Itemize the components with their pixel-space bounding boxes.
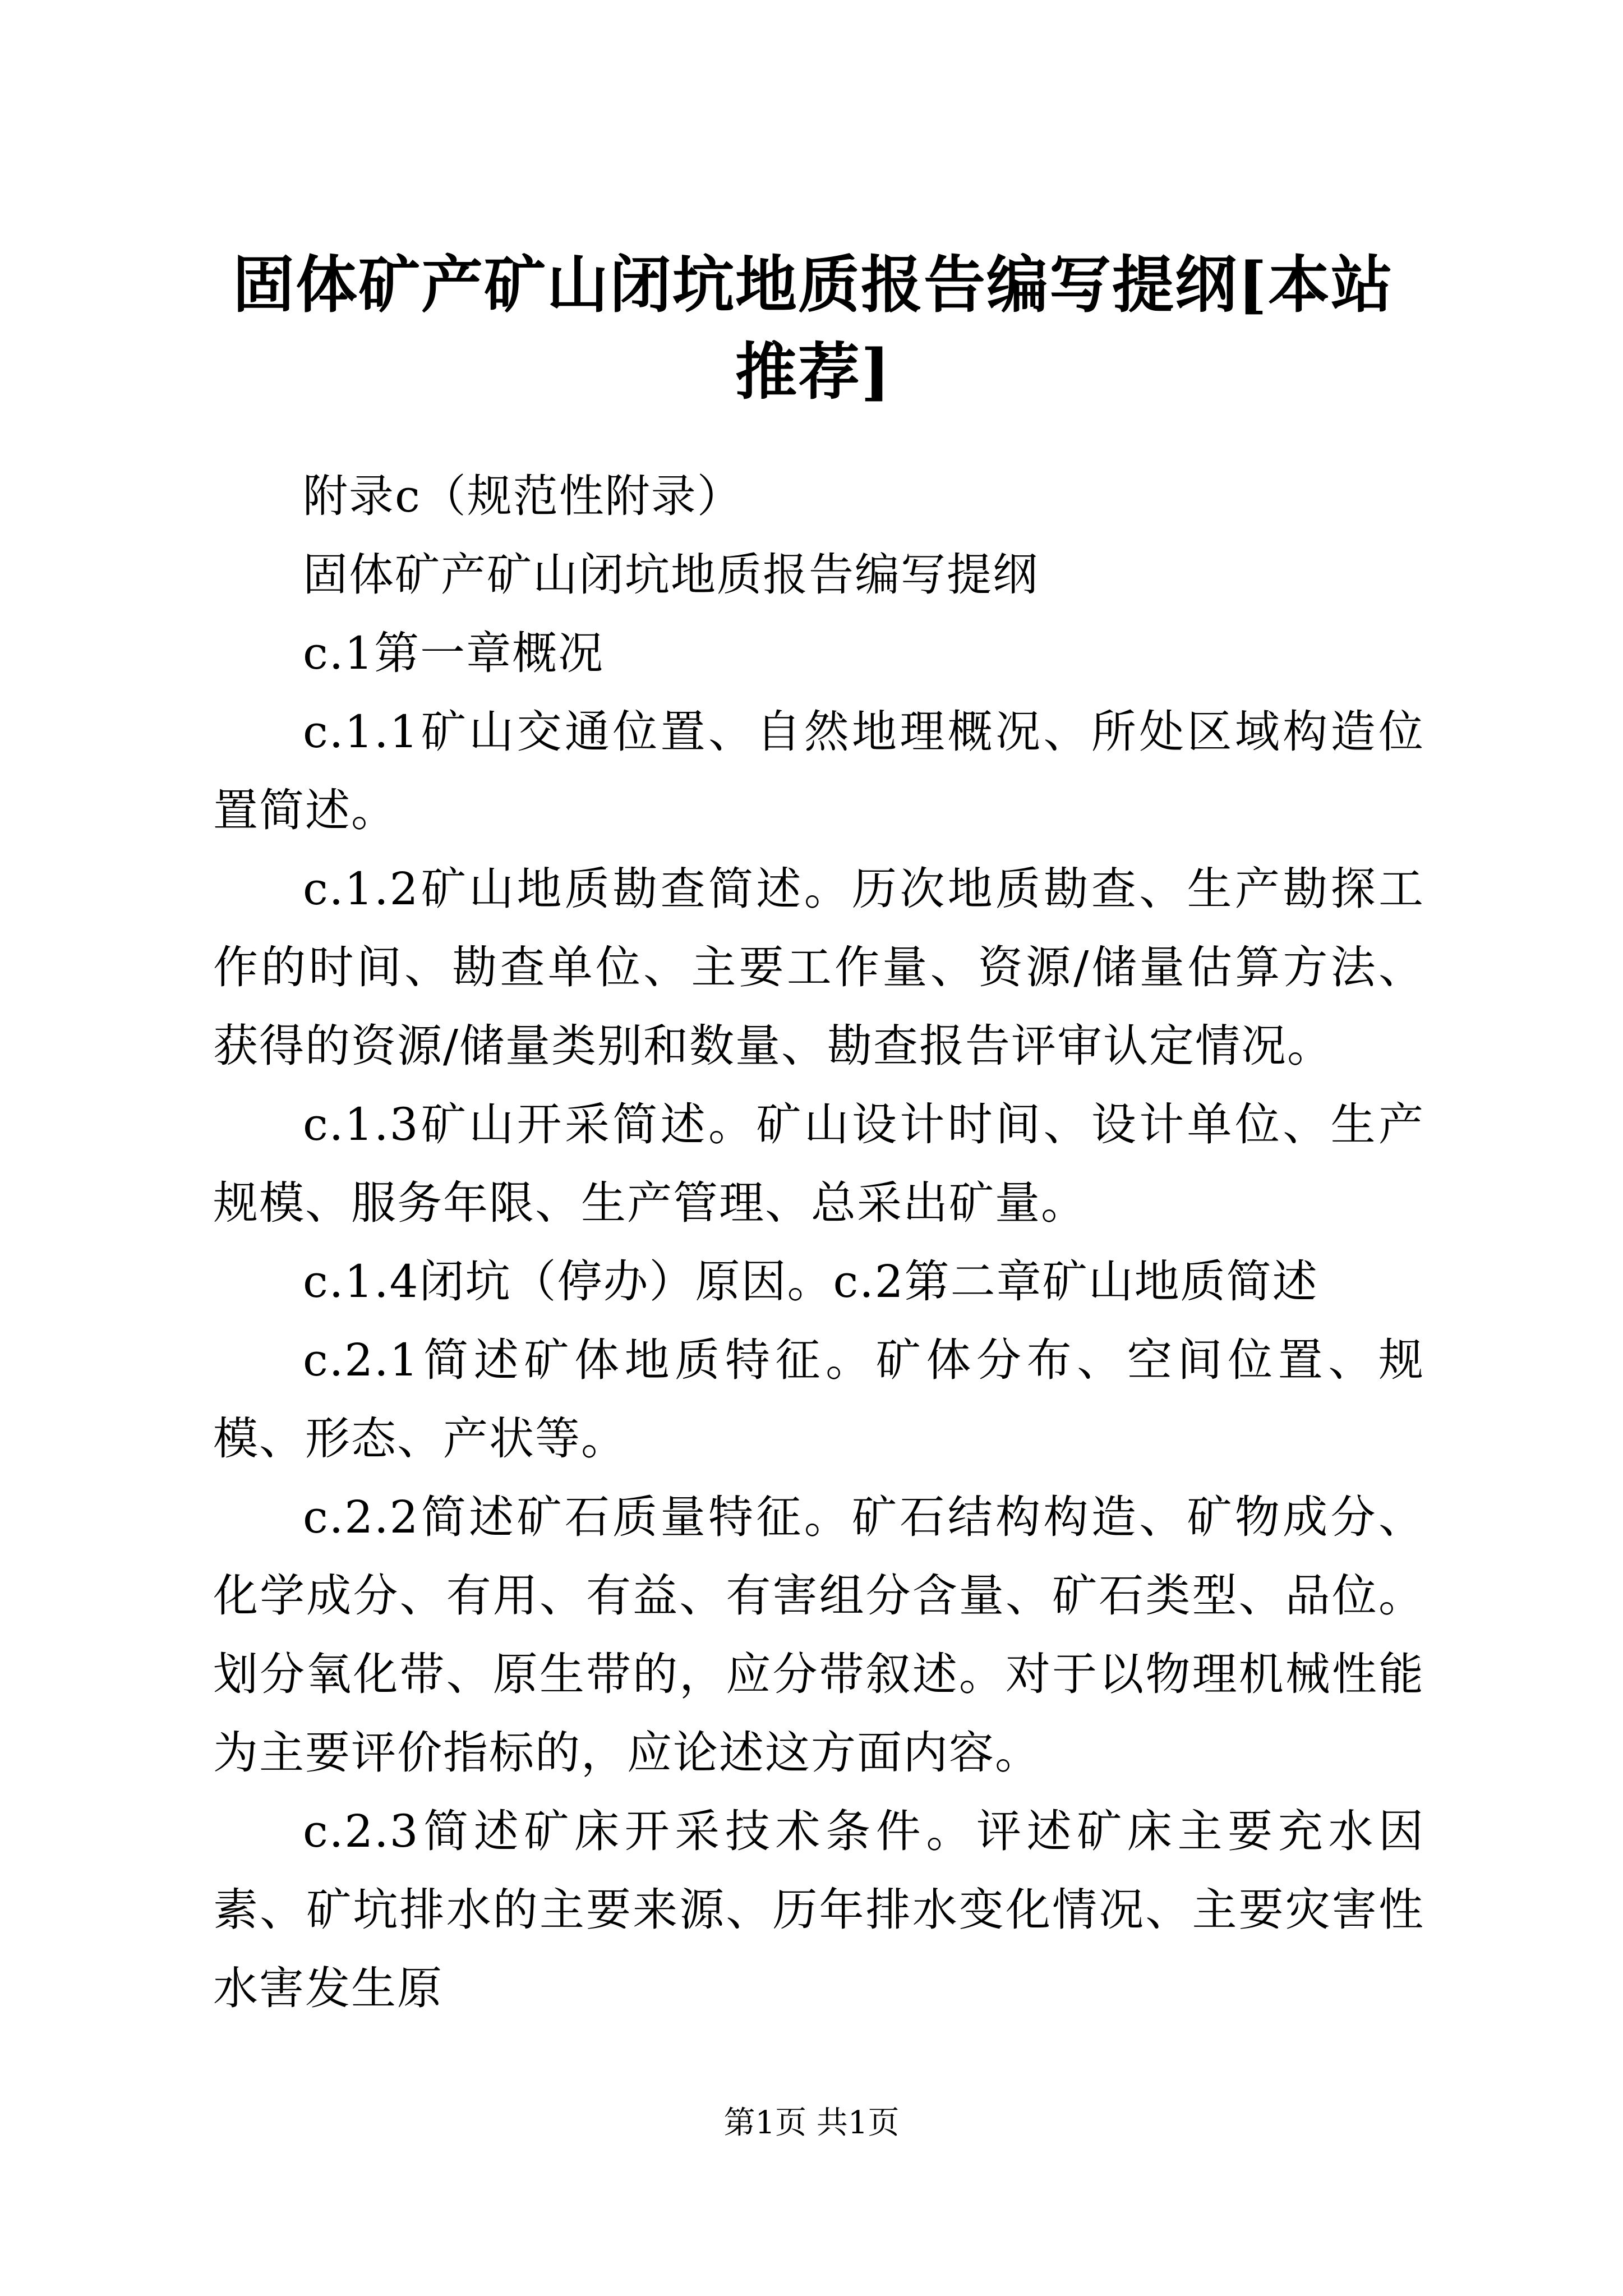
paragraph-c-1-3: c.1.3矿山开采简述。矿山设计时间、设计单位、生产规模、服务年限、生产管理、总采出矿量。 bbox=[213, 1098, 1424, 1229]
document-body bbox=[213, 457, 1424, 2028]
paragraph-c-1-2: c.1.2矿山地质勘查简述。历次地质勘查、生产勘探工作的时间、勘查单位、主要工作量、资源/储量估算方法、获得的资源/储量类别和数量、勘查报告评审认定情况。 bbox=[213, 863, 1424, 1072]
page-number-footer: 第1页 共1页 bbox=[723, 2105, 900, 2141]
paragraph-outline-title: 固体矿产矿山闭坑地质报告编写提纲 bbox=[303, 549, 1039, 601]
paragraph-c-1-1: c.1.1矿山交通位置、自然地理概况、所处区域构造位置简述。 bbox=[213, 706, 1424, 836]
paragraph-appendix-label: 附录c（规范性附录） bbox=[303, 470, 743, 522]
paragraph-chapter-1: c.1第一章概况 bbox=[303, 627, 605, 679]
paragraph-c-1-4: c.1.4闭坑（停办）原因。c.2第二章矿山地质简述 bbox=[303, 1255, 1318, 1308]
document-title: 固体矿产矿山闭坑地质报告编写提纲[本站推荐] bbox=[232, 249, 1394, 408]
paragraph-c-2-1: c.2.1简述矿体地质特征。矿体分布、空间位置、规模、形态、产状等。 bbox=[213, 1334, 1424, 1465]
paragraph-c-2-3: c.2.3简述矿床开采技术条件。评述矿床主要充水因素、矿坑排水的主要来源、历年排水变化情况、主要灾害性水害发生原 bbox=[213, 1805, 1424, 2014]
paragraph-c-2-2: c.2.2简述矿石质量特征。矿石结构构造、矿物成分、化学成分、有用、有益、有害组分含量、矿石类型、品位。划分氧化带、原生带的，应分带叙述。对于以物理机械性能为主要评价指标的，应论述这方面内容。 bbox=[213, 1491, 1424, 1779]
